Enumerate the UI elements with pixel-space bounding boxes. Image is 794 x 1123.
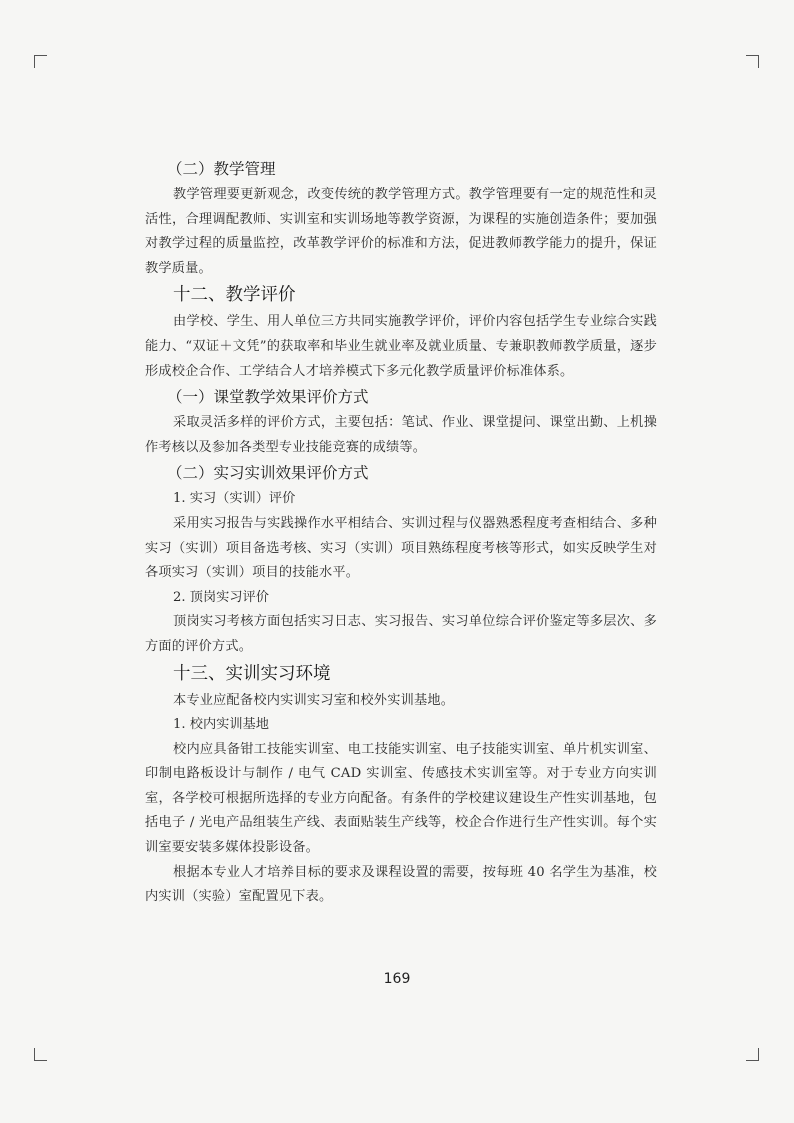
heading-classroom-evaluation: （一）课堂教学效果评价方式 xyxy=(167,388,369,407)
crop-mark-top-left xyxy=(34,55,47,68)
paragraph-teaching-management: 教学管理要更新观念，改变传统的教学管理方式。教学管理要有一定的规范性和灵活性，合理调配教师、实训室和实训场地等教学资源，为课程的实施创造条件；要加强对教学过程的质量监控，改革教学评价的标准和方法，促进教师教学能力的提升，保证教学质量。 xyxy=(145,187,657,276)
heading-teaching-evaluation: 十二、教学评价 xyxy=(173,285,296,306)
heading-teaching-management: （二）教学管理 xyxy=(167,160,276,178)
paragraph-onsite-base: 校内应具备钳工技能实训室、电工技能实训室、电子技能实训室、单片机实训室、印制电路板设计与制作 / 电气 CAD 实训室、传感技术实训室等。对于专业方向实训室，各学校可根据所选择的专业方向配备。有条件的学校建议建设生产性实训基地，包括电子 / 光电产品组装生产线、表面贴装生产线等，校企合作进行生产性实训。每个实训室要安装多媒体投影设备。 xyxy=(145,741,657,856)
subheading-internship-evaluation: 1. 实习（实训）评价 xyxy=(173,491,296,507)
paragraph-post-internship: 顶岗实习考核方面包括实习日志、实习报告、实习单位综合评价鉴定等多层次、多方面的评价方式。 xyxy=(145,614,657,654)
subheading-post-internship: 2. 顶岗实习评价 xyxy=(173,589,269,605)
paragraph-classroom-evaluation: 采取灵活多样的评价方式，主要包括：笔试、作业、课堂提问、课堂出勤、上机操作考核以及参加各类型专业技能竞赛的成绩等。 xyxy=(145,415,657,455)
crop-mark-top-right xyxy=(746,55,759,68)
crop-mark-bottom-left xyxy=(34,1048,47,1061)
page-number: 169 xyxy=(383,971,411,987)
heading-training-environment: 十三、实训实习环境 xyxy=(173,663,331,684)
paragraph-lab-configuration: 根据本专业人才培养目标的要求及课程设置的需要，按每班 40 名学生为基准，校内实训（实验）室配置见下表。 xyxy=(145,864,657,905)
paragraph-teaching-evaluation: 由学校、学生、用人单位三方共同实施教学评价，评价内容包括学生专业综合实践能力、“双证＋文凭”的获取率和毕业生就业率及就业质量、专兼职教师教学质量，逐步形成校企合作、工学结合人才培养模式下多元化教学质量评价标准体系。 xyxy=(145,314,657,379)
paragraph-internship-evaluation: 采用实习报告与实践操作水平相结合、实训过程与仪器熟悉程度考查相结合、多种实习（实训）项目备选考核、实习（实训）项目熟练程度考核等形式，如实反映学生对各项实习（实训）项目的技能水平。 xyxy=(145,515,657,581)
page-body xyxy=(145,156,657,910)
paragraph-training-environment: 本专业应配备校内实训实习室和校外实训基地。 xyxy=(173,692,455,708)
heading-practice-evaluation: （二）实习实训效果评价方式 xyxy=(167,464,369,483)
subheading-onsite-base: 1. 校内实训基地 xyxy=(173,717,269,733)
crop-mark-bottom-right xyxy=(746,1048,759,1061)
